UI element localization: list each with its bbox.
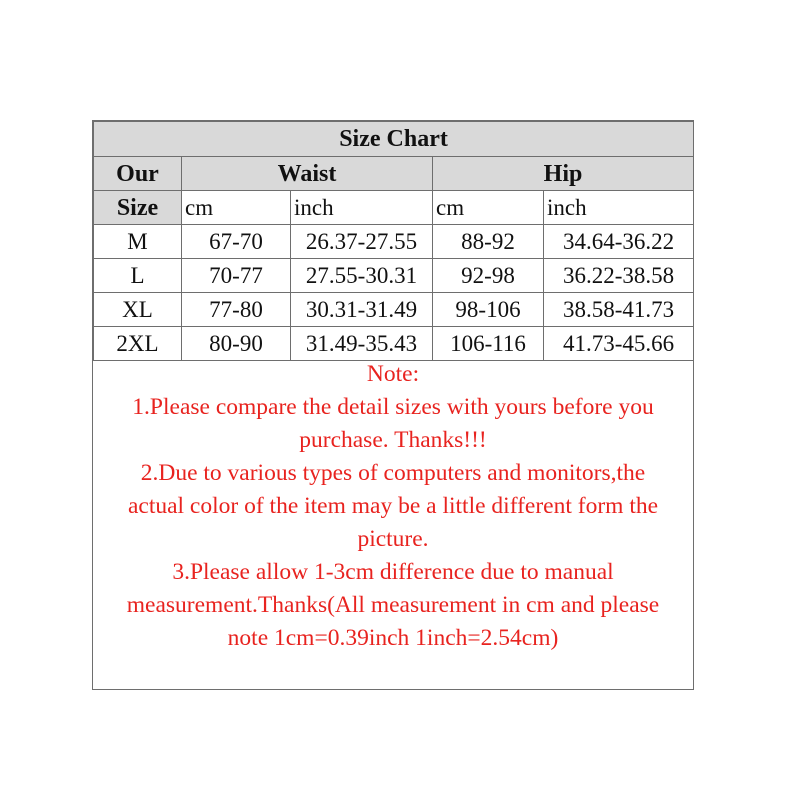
unit-waist-cm: cm (182, 191, 291, 225)
hip-inch-cell: 36.22-38.58 (544, 259, 694, 293)
hip-inch-cell: 34.64-36.22 (544, 225, 694, 259)
waist-inch-cell: 27.55-30.31 (291, 259, 433, 293)
note-heading: Note: (366, 361, 420, 387)
size-cell: M (94, 225, 182, 259)
note-line: note 1cm=0.39inch 1inch=2.54cm) (227, 625, 559, 651)
size-cell: 2XL (94, 327, 182, 361)
size-chart (92, 120, 694, 690)
table-row (94, 225, 694, 259)
size-header-size: Size (94, 191, 182, 225)
waist-cm-cell: 70-77 (182, 259, 291, 293)
waist-header: Waist (182, 157, 433, 191)
hip-cm-cell: 88-92 (433, 225, 544, 259)
size-header-our: Our (94, 157, 182, 191)
hip-header: Hip (433, 157, 694, 191)
note-line: purchase. Thanks!!! (299, 427, 487, 453)
unit-hip-inch: inch (544, 191, 694, 225)
unit-waist-inch: inch (291, 191, 433, 225)
waist-cm-cell: 67-70 (182, 225, 291, 259)
waist-cm-cell: 80-90 (182, 327, 291, 361)
waist-inch-cell: 31.49-35.43 (291, 327, 433, 361)
size-cell: L (94, 259, 182, 293)
hip-inch-cell: 41.73-45.66 (544, 327, 694, 361)
unit-hip-cm: cm (433, 191, 544, 225)
note-line: 3.Please allow 1-3cm difference due to manual (172, 559, 614, 585)
table-row (94, 327, 694, 361)
note-line: measurement.Thanks(All measurement in cm and please (126, 592, 660, 618)
table-row (94, 259, 694, 293)
hip-cm-cell: 92-98 (433, 259, 544, 293)
hip-cm-cell: 98-106 (433, 293, 544, 327)
hip-inch-cell: 38.58-41.73 (544, 293, 694, 327)
waist-inch-cell: 30.31-31.49 (291, 293, 433, 327)
note-line: 2.Due to various types of computers and monitors,the (140, 460, 646, 486)
note-line: picture. (357, 526, 429, 552)
waist-cm-cell: 77-80 (182, 293, 291, 327)
table-row (94, 293, 694, 327)
size-cell: XL (94, 293, 182, 327)
note-line: actual color of the item may be a little different form the (127, 493, 659, 519)
note-line: 1.Please compare the detail sizes with yours before you (132, 394, 654, 420)
notes-block (93, 358, 693, 655)
size-table (93, 121, 694, 361)
hip-cm-cell: 106-116 (433, 327, 544, 361)
waist-inch-cell: 26.37-27.55 (291, 225, 433, 259)
table-title: Size Chart (94, 122, 694, 157)
